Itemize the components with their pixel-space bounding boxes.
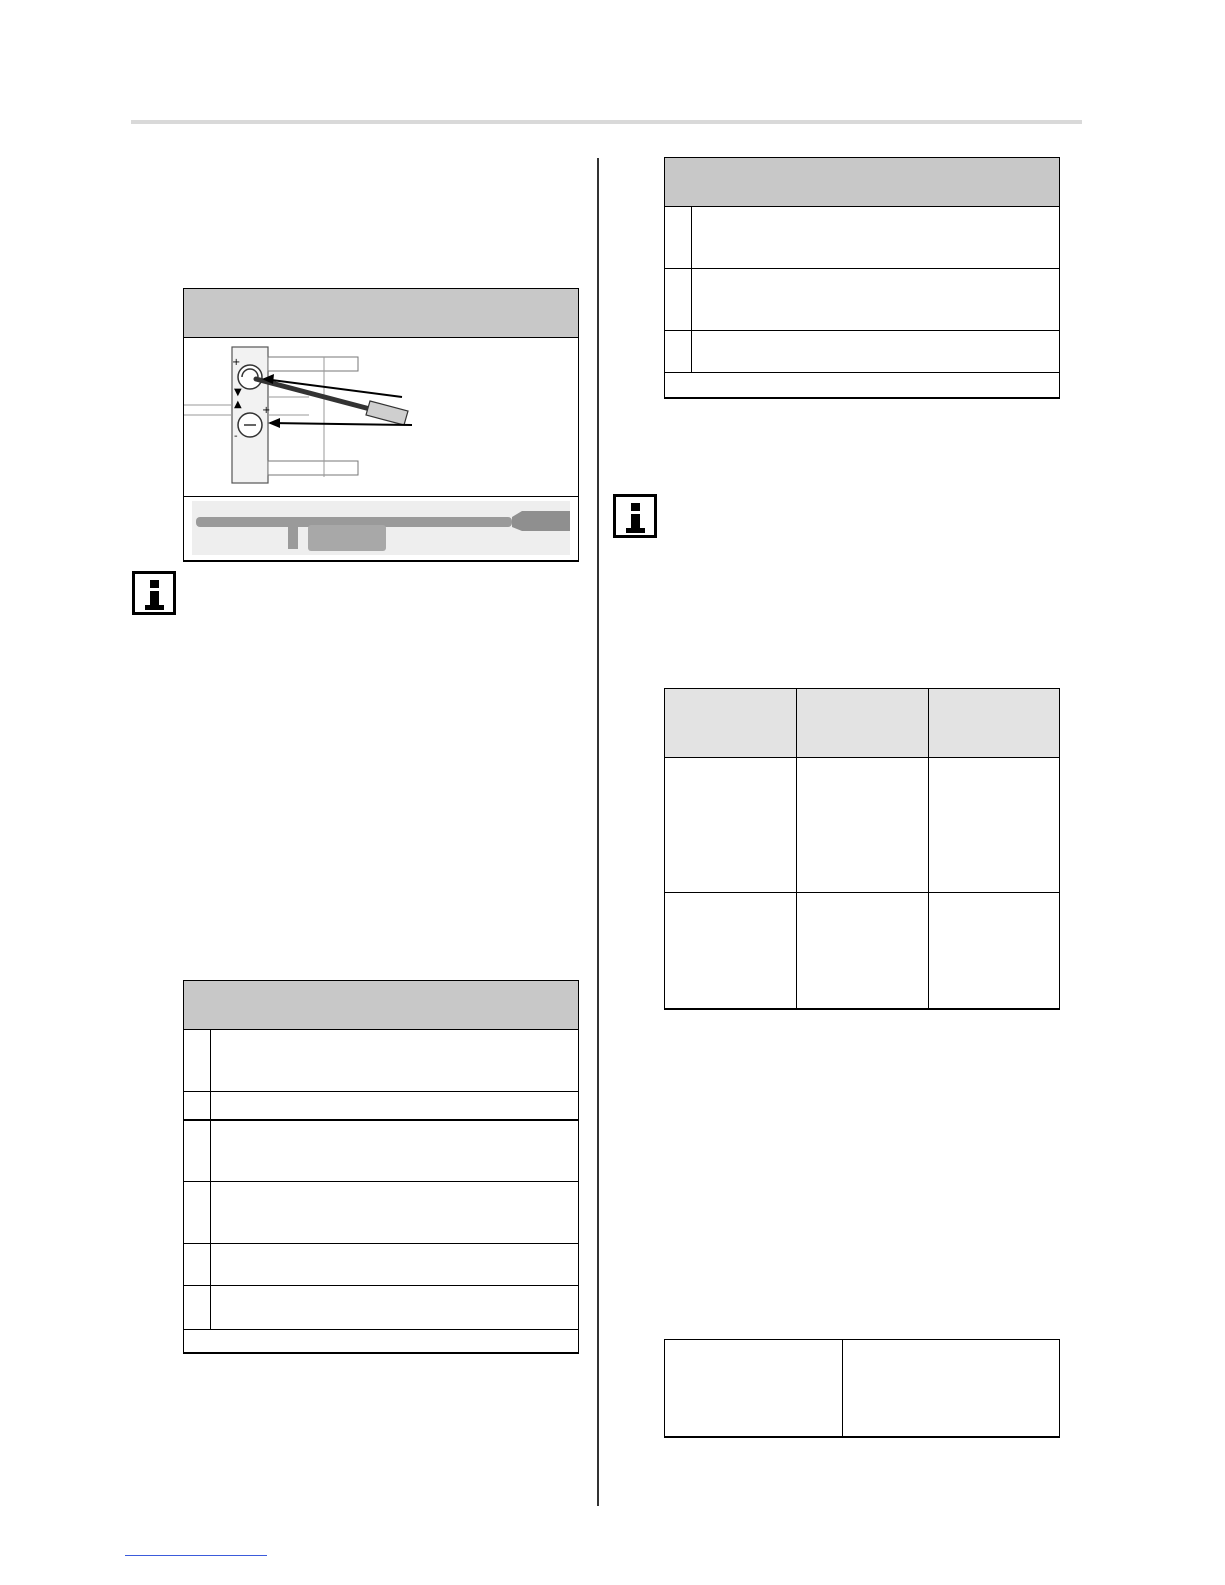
table-row	[184, 1181, 578, 1244]
svg-text:+: +	[262, 405, 271, 416]
table-row	[184, 1029, 578, 1092]
info-icon	[132, 571, 176, 615]
grid-header-cell	[665, 689, 796, 758]
right-grid-table	[664, 688, 1060, 1010]
info-icon	[613, 494, 657, 538]
table-row	[665, 206, 1059, 269]
table-row	[184, 1119, 578, 1182]
hinge-adjustment-figure	[184, 337, 578, 497]
grid-header-cell	[797, 689, 928, 758]
figure-table	[183, 288, 579, 562]
table-row	[184, 1091, 578, 1121]
svg-text:+: +	[232, 357, 241, 368]
svg-text:▼: ▼	[234, 387, 242, 398]
left-step-table-header	[184, 981, 578, 1030]
figure-table-header	[184, 289, 578, 338]
right-step-table	[664, 157, 1060, 399]
svg-text:▲: ▲	[234, 399, 242, 410]
footer-link[interactable]	[125, 1555, 267, 1556]
right-small-table	[664, 1339, 1060, 1438]
svg-text:-: -	[234, 431, 238, 442]
column-divider	[597, 158, 599, 1506]
header-rule	[131, 120, 1082, 124]
table-row	[665, 268, 1059, 331]
table-row	[665, 330, 1059, 373]
right-step-table-header	[665, 158, 1059, 207]
adjustment-key-image	[192, 501, 570, 555]
table-row	[184, 1285, 578, 1330]
table-row	[184, 1243, 578, 1286]
grid-header-cell	[929, 689, 1059, 758]
left-step-table	[183, 980, 579, 1354]
